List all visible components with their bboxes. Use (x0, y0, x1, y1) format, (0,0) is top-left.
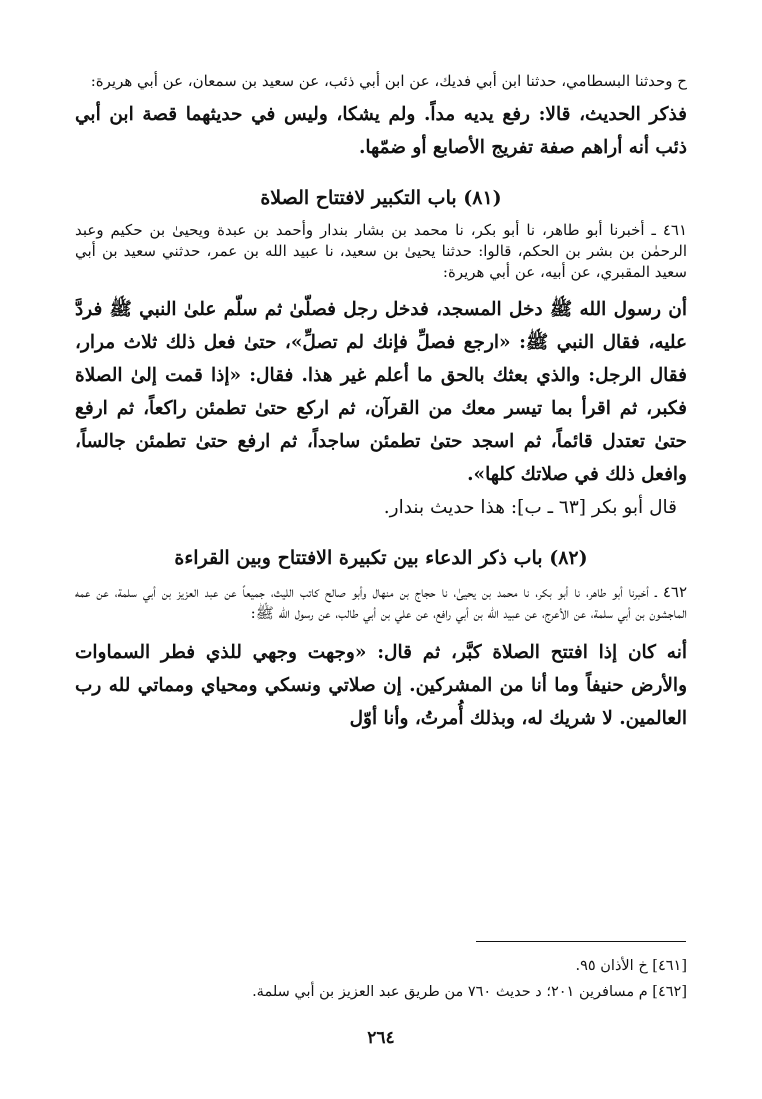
footnotes (75, 953, 687, 1005)
page-body (75, 62, 687, 735)
chapter-81-title: (٨١) باب التكبير لافتتاح الصلاة (260, 187, 502, 209)
page-number: ٢٦٤ (367, 1028, 395, 1048)
hadith-461-matn: أن رسول الله ﷺ دخل المسجد، فدخل رجل فصلّىٰ ثم سلّم علىٰ النبي ﷺ فردَّ عليه، فقال النبي ﷺ: «ارجع فصلِّ فإنك لم تصلِّ»، حتىٰ فعل ذلك ثلاث مرار، فقال الرجل: والذي بعثك بالحق ما أعلم غير هذا. فقال: «إذا قمت إلىٰ الصلاة فكبر، ثم اقرأ بما تيسر معك من القرآن، ثم اركع حتىٰ تطمئن راكعاً، ثم ارفع حتىٰ تعتدل قائماً، ثم اسجد حتىٰ تطمئن ساجداً، ثم ارفع حتىٰ تطمئن جالساً، وافعل ذلك في صلاتك كلها». (75, 299, 687, 485)
intro-isnad: ح وحدثنا البسطامي، حدثنا ابن أبي فديك، عن ابن أبي ذئب، عن سعيد بن سمعان، عن أبي هريرة: (90, 72, 687, 90)
footnote-461: [٤٦١] خ الأذان ٩٥. (575, 958, 687, 974)
hadith-461-note: قال أبو بكر [٦٣ ـ ب]: هذا حديث بندار. (383, 497, 677, 518)
chapter-82-title: (٨٢) باب ذكر الدعاء بين تكبيرة الافتتاح وبين القراءة (174, 547, 588, 569)
intro-matn: فذكر الحديث، قالا: رفع يديه مداً. ولم يشكا، وليس في حديثهما قصة ابن أبي ذئب أنه أراهم صفة تفريج الأصابع أو ضمّها. (75, 104, 687, 158)
hadith-461-isnad: ٤٦١ ـ أخبرنا أبو طاهر، نا أبو بكر، نا محمد بن بشار بندار وأحمد بن عبدة ويحيىٰ بن حكيم وعبد الرحمٰن بن بشر بن الحكم، قالوا: حدثنا يحيىٰ بن سعيد، نا عبيد الله بن عمر، حدثني سعيد بن أبي سعيد المقبري، عن أبيه، عن أبي هريرة: (75, 221, 687, 281)
footnote-462: [٤٦٢] م مسافرين ٢٠١؛ د حديث ٧٦٠ من طريق عبد العزيز بن أبي سلمة. (252, 984, 687, 1000)
hadith-462-matn: أنه كان إذا افتتح الصلاة كبَّر، ثم قال: «وجهت وجهي للذي فطر السماوات والأرض حنيفاً وما أنا من المشركين. إن صلاتي ونسكي ومحياي ومماتي لله رب العالمين. لا شريك له، وبذلك أُمرتُ، وأنا أوّل (75, 642, 687, 729)
footnote-separator (476, 941, 686, 942)
hadith-462-isnad: ٤٦٢ ـ أخبرنا أبو طاهر، نا أبو بكر، نا محمد بن يحيىٰ، نا حجاج بن منهال وأبو صالح كاتب الليث، جميعاً عن عبد العزيز بن أبي سلمة، عن عمه الماجشون بن أبي سلمة، عن الأعرج، عن عبيد الله بن أبي رافع، عن علي بن أبي طالب، عن رسول الله ﷺ: (75, 583, 687, 622)
